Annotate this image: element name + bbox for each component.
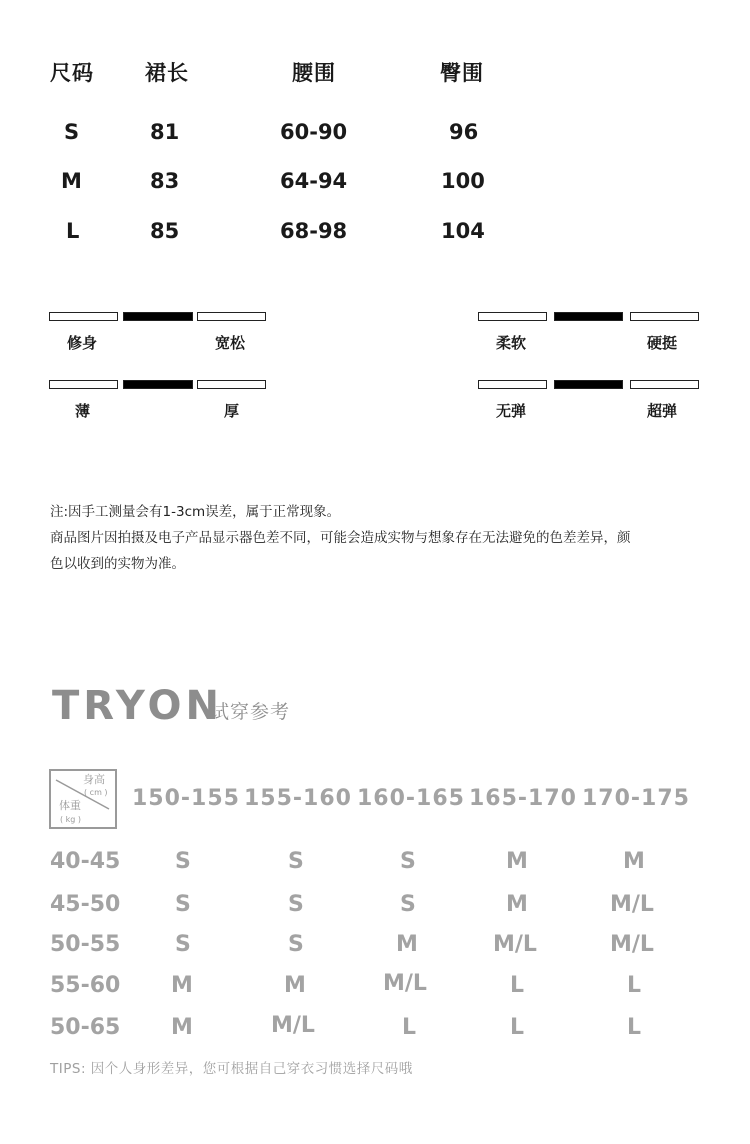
size-cell: L (510, 1015, 525, 1040)
note-line-2: 商品图片因拍摄及电子产品显示器色差不同，可能会造成实物与想象存在无法避免的色差差异，颜 (50, 530, 631, 546)
weight-label-cell: 50-55 (50, 932, 121, 957)
weight-label: 体重 (59, 799, 81, 812)
weight-label-cell: 50-65 (50, 1015, 121, 1040)
attr-label-right: 硬挺 (647, 334, 678, 352)
size-cell: S (175, 849, 191, 874)
waist-cell: 68-98 (280, 219, 348, 243)
tips-text: TIPS: 因个人身形差异，您可根据自己穿衣习惯选择尺码哦 (50, 1061, 413, 1077)
size-cell: M (396, 932, 418, 957)
weight-label-cell: 45-50 (50, 892, 121, 917)
header-length: 裙长 (145, 61, 189, 85)
header-waist: 腰围 (292, 61, 336, 85)
hip-cell: 104 (441, 219, 485, 243)
attr-label-left: 修身 (67, 334, 98, 352)
tryon-title: TRYON (52, 683, 223, 729)
size-cell: M (506, 892, 528, 917)
size-cell: M (284, 973, 306, 998)
size-cell: M (171, 1015, 193, 1040)
size-cell: S (175, 892, 191, 917)
weight-label-cell: 40-45 (50, 849, 121, 874)
size-cell: S (64, 120, 80, 144)
note-line-3: 色以收到的实物为准。 (50, 556, 185, 572)
height-header: 160-165 (357, 786, 465, 811)
height-header: 165-170 (469, 786, 577, 811)
height-unit: ( cm ) (84, 788, 108, 797)
scale-segment (630, 312, 699, 321)
waist-cell: 60-90 (280, 120, 348, 144)
length-cell: 85 (150, 219, 180, 243)
header-size: 尺码 (50, 61, 94, 85)
size-cell: S (288, 849, 304, 874)
tryon-subtitle: 试穿参考 (210, 701, 291, 723)
attr-label-left: 薄 (75, 402, 91, 420)
scale-segment (478, 380, 547, 389)
scale-segment (197, 380, 266, 389)
corner-header-cell (49, 769, 117, 829)
attr-label-left: 无弹 (496, 402, 527, 420)
size-cell: M/L (271, 1013, 315, 1038)
scale-segment (49, 312, 118, 321)
height-label: 身高 (83, 773, 105, 786)
attr-label-right: 超弹 (647, 402, 678, 420)
size-cell: L (627, 973, 642, 998)
size-cell: M/L (610, 932, 654, 957)
scale-segment (49, 380, 118, 389)
scale-segment (478, 312, 547, 321)
size-cell: M (61, 169, 82, 193)
waist-cell: 64-94 (280, 169, 348, 193)
scale-segment-active (123, 312, 193, 321)
height-header: 170-175 (582, 786, 690, 811)
size-cell: S (400, 849, 416, 874)
weight-label-cell: 55-60 (50, 973, 121, 998)
hip-cell: 96 (449, 120, 479, 144)
size-cell: M (506, 849, 528, 874)
size-cell: L (66, 219, 80, 243)
scale-segment (197, 312, 266, 321)
size-cell: S (400, 892, 416, 917)
size-cell: S (288, 892, 304, 917)
size-cell: L (627, 1015, 642, 1040)
size-cell: L (510, 973, 525, 998)
attr-label-right: 厚 (224, 402, 240, 420)
size-cell: M/L (383, 971, 427, 996)
scale-segment-active (123, 380, 193, 389)
scale-segment-active (554, 312, 623, 321)
attr-label-right: 宽松 (215, 334, 246, 352)
size-cell: M (623, 849, 645, 874)
hip-cell: 100 (441, 169, 485, 193)
size-cell: S (175, 932, 191, 957)
size-cell: L (402, 1015, 417, 1040)
size-cell: S (288, 932, 304, 957)
size-cell: M (171, 973, 193, 998)
size-cell: M/L (610, 892, 654, 917)
size-cell: M/L (493, 932, 537, 957)
length-cell: 83 (150, 169, 180, 193)
height-header: 150-155 (132, 786, 240, 811)
scale-segment (630, 380, 699, 389)
weight-unit: ( kg ) (60, 815, 82, 824)
note-line-1: 注:因手工测量会有1-3cm误差，属于正常现象。 (50, 504, 341, 520)
header-hip: 臀围 (440, 61, 484, 85)
height-header: 155-160 (244, 786, 352, 811)
attr-label-left: 柔软 (496, 334, 527, 352)
length-cell: 81 (150, 120, 180, 144)
scale-segment-active (554, 380, 623, 389)
